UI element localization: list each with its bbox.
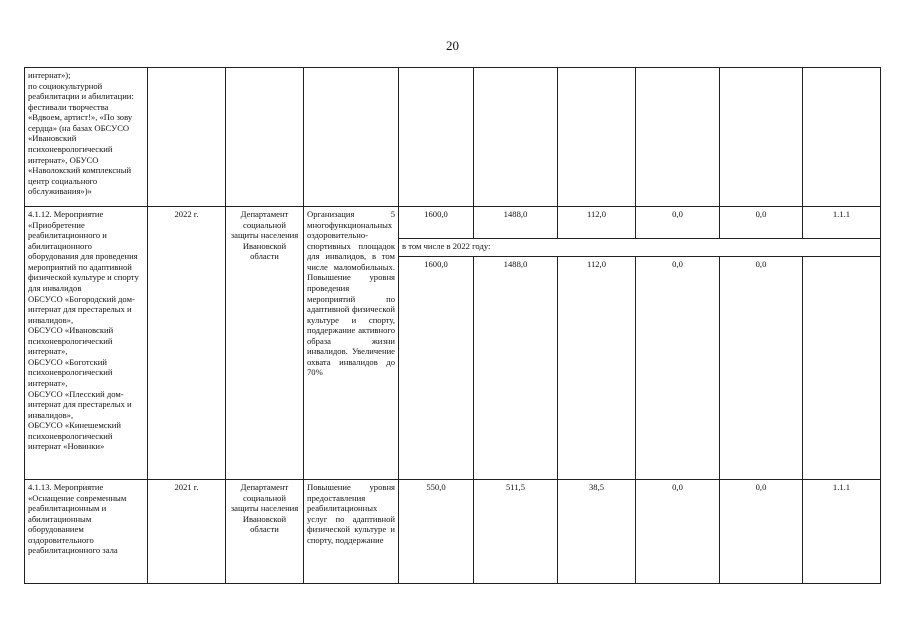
activity-cell: интернат»); по социокультурной реабилитации и абилитации: фестивали творчества «Вдвоем, артист!», «По зову сердца» (на базах ОБСУСО «Ивановский психоневрологический интернат», ОБУСО «Наволокский комплексный центр социального обслуживания»)» — [25, 68, 148, 207]
result-cell: Организация 5 многофункциональных оздоровительно-спортивных площадок для инвалидов, в том числе маломобильных. Повышение уровня проведения мероприятий по адаптивной физической культуре и спорту, поддержание активного образа жизни инвалидов. Увеличение охвата инвалидов до 70% — [304, 207, 399, 480]
total-cell: 1600,0 — [399, 257, 474, 480]
code-cell: 1.1.1 — [803, 207, 881, 239]
executor-cell — [226, 68, 304, 207]
year-cell: 2022 г. — [148, 207, 226, 480]
value-cell: 112,0 — [558, 207, 636, 239]
code-cell — [803, 68, 881, 207]
table-row — [25, 68, 881, 207]
value-cell — [720, 68, 803, 207]
value-cell: 0,0 — [636, 207, 720, 239]
table-row — [25, 207, 881, 239]
value-cell: 0,0 — [720, 480, 803, 584]
executor-cell: Департамент социальной защиты населения Ивановской области — [226, 207, 304, 480]
value-cell — [636, 68, 720, 207]
value-cell: 0,0 — [720, 207, 803, 239]
value-cell: 511,5 — [474, 480, 558, 584]
value-cell: 1488,0 — [474, 257, 558, 480]
value-cell — [558, 68, 636, 207]
code-cell — [803, 257, 881, 480]
page-number: 20 — [446, 38, 459, 53]
program-activities-table — [24, 67, 881, 584]
activity-cell: 4.1.13. Мероприятие «Оснащение современным реабилитационным и абилитационным оборудованием оздоровительного реабилитационного зала — [25, 480, 148, 584]
value-cell: 0,0 — [636, 257, 720, 480]
result-cell — [304, 68, 399, 207]
value-cell: 38,5 — [558, 480, 636, 584]
activity-cell: 4.1.12. Мероприятие «Приобретение реабилитационного и абилитационного оборудования для проведения мероприятий по адаптивной физической культуре и спорту для инвалидов ОБСУСО «Богородский дом-интернат для престарелых и инвалидов», ОБСУСО «Ивановский психоневрологический интернат», ОБСУСО «Боготский психоневрологический интернат», ОБСУСО «Плесский дом-интернат для престарелых и инвалидов», ОБСУСО «Кинешемский психоневрологический интернат «Новинки» — [25, 207, 148, 480]
value-cell: 0,0 — [636, 480, 720, 584]
year-cell: 2021 г. — [148, 480, 226, 584]
total-cell — [399, 68, 474, 207]
year-cell — [148, 68, 226, 207]
subheader-cell: в том числе в 2022 году: — [399, 239, 881, 257]
value-cell — [474, 68, 558, 207]
result-cell: Повышение уровня предоставления реабилитационных услуг по адаптивной физической культуре и спорту, поддержание — [304, 480, 399, 584]
total-cell: 550,0 — [399, 480, 474, 584]
code-cell: 1.1.1 — [803, 480, 881, 584]
value-cell: 112,0 — [558, 257, 636, 480]
value-cell: 0,0 — [720, 257, 803, 480]
total-cell: 1600,0 — [399, 207, 474, 239]
value-cell: 1488,0 — [474, 207, 558, 239]
executor-cell: Департамент социальной защиты населения Ивановской области — [226, 480, 304, 584]
table-row — [25, 480, 881, 584]
